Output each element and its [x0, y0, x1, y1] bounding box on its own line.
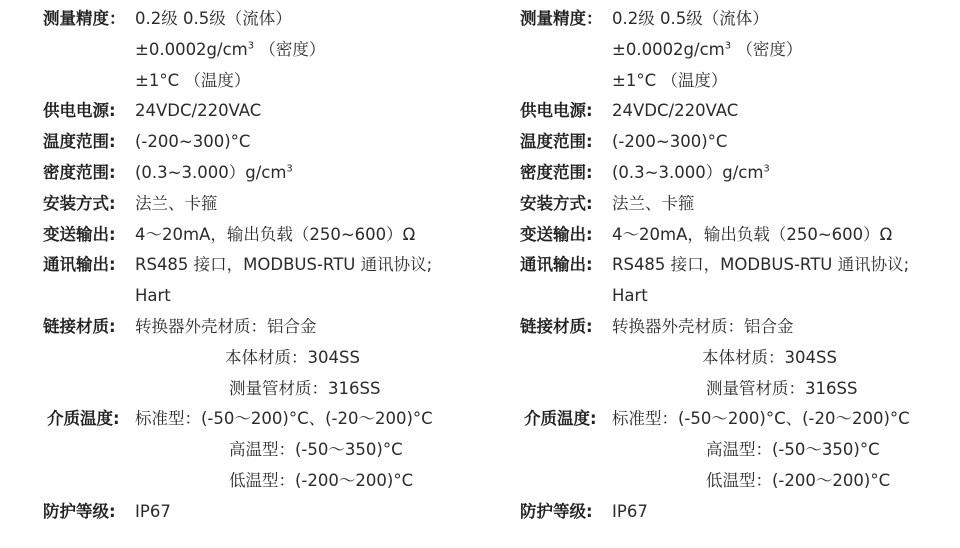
spec-row-precision-density — [520, 35, 960, 66]
spec-value-text: （密度） — [254, 39, 326, 59]
spec-label: 介质温度: — [524, 409, 597, 429]
spec-value: ±1°C （温度） — [612, 70, 728, 90]
spec-value: 测量管材质：316SS — [229, 378, 381, 398]
spec-value: RS485 接口，MODBUS-RTU 通讯协议; — [612, 255, 910, 275]
spec-row-power — [43, 96, 513, 127]
spec-label: 温度范围: — [43, 132, 116, 152]
spec-label: 链接材质: — [520, 316, 593, 336]
spec-value: 4～20mA，输出负载（250~600）Ω — [135, 224, 416, 244]
spec-row-power — [520, 96, 960, 127]
spec-row-density-range — [43, 158, 513, 189]
spec-row-transmit — [43, 220, 513, 251]
spec-value: 高温型：(-50～350)°C — [229, 440, 403, 460]
spec-row-temp-range — [520, 127, 960, 158]
spec-value: Hart — [612, 286, 648, 306]
superscript: 3 — [286, 163, 293, 175]
spec-row-medium-temp-2 — [43, 435, 513, 466]
spec-label: 介质温度: — [47, 409, 120, 429]
spec-row-material-3 — [520, 374, 960, 405]
spec-value: 法兰、卡箍 — [135, 193, 218, 213]
spec-value — [612, 158, 770, 189]
spec-value: (-200~300)°C — [135, 132, 251, 152]
superscript: 3 — [724, 40, 732, 52]
spec-row-medium-temp-2 — [520, 435, 960, 466]
spec-value: 法兰、卡箍 — [612, 193, 695, 213]
spec-label: 测量精度： — [520, 9, 603, 28]
spec-value: Hart — [135, 286, 171, 306]
spec-label: 链接材质: — [43, 316, 116, 336]
spec-row-install — [43, 189, 513, 220]
spec-row-material-2 — [43, 343, 513, 374]
spec-label: 密度范围: — [43, 162, 116, 182]
spec-label: 变送输出: — [520, 224, 593, 244]
spec-value: 转换器外壳材质：铝合金 — [135, 316, 317, 336]
spec-row-precision — [43, 4, 513, 35]
spec-row-precision-temp — [43, 66, 513, 97]
spec-value: 0.2级 0.5级（流体） — [612, 9, 769, 28]
spec-row-comm-2 — [43, 281, 513, 312]
spec-label: 通讯输出: — [43, 255, 116, 275]
spec-value-text: ±0.0002g/cm — [135, 39, 248, 59]
spec-value: 测量管材质：316SS — [706, 378, 858, 398]
spec-row-comm — [520, 250, 960, 281]
spec-value: 本体材质：304SS — [702, 347, 837, 367]
spec-value — [612, 35, 802, 66]
spec-value-text: ±0.0002g/cm — [612, 39, 725, 59]
spec-row-precision-density — [43, 35, 513, 66]
spec-label: 供电电源: — [520, 101, 593, 121]
spec-column-left — [43, 4, 513, 528]
spec-label: 变送输出: — [43, 224, 116, 244]
spec-label: 供电电源: — [43, 101, 116, 121]
spec-row-medium-temp — [43, 404, 513, 435]
spec-row-density-range — [520, 158, 960, 189]
spec-value: 标准型：(-50～200)°C、(-20～200)°C — [135, 409, 433, 429]
spec-value — [135, 35, 325, 66]
superscript: 3 — [763, 163, 770, 175]
spec-row-precision — [520, 4, 960, 35]
spec-value: 转换器外壳材质：铝合金 — [612, 316, 794, 336]
spec-value — [135, 158, 293, 189]
spec-value: ±1°C （温度） — [135, 70, 251, 90]
spec-label: 通讯输出: — [520, 255, 593, 275]
superscript: 3 — [247, 40, 255, 52]
spec-value: 低温型：(-200～200)°C — [229, 470, 414, 490]
spec-value: 低温型：(-200～200)°C — [706, 470, 891, 490]
spec-value-text: （密度） — [731, 39, 803, 59]
spec-row-comm — [43, 250, 513, 281]
spec-row-medium-temp — [520, 404, 960, 435]
spec-row-protection — [520, 497, 960, 528]
spec-row-precision-temp — [520, 66, 960, 97]
spec-value: 本体材质：304SS — [225, 347, 360, 367]
spec-row-comm-2 — [520, 281, 960, 312]
spec-value: IP67 — [612, 501, 648, 521]
spec-row-material-2 — [520, 343, 960, 374]
spec-value: 24VDC/220VAC — [612, 101, 739, 121]
spec-row-material-3 — [43, 374, 513, 405]
spec-row-protection — [43, 497, 513, 528]
spec-value-text: (0.3~3.000）g/cm — [135, 162, 287, 182]
spec-label: 密度范围: — [520, 162, 593, 182]
spec-label: 防护等级: — [43, 501, 116, 521]
spec-label: 安装方式: — [520, 193, 593, 213]
spec-value: RS485 接口，MODBUS-RTU 通讯协议; — [135, 255, 433, 275]
spec-value: 标准型：(-50～200)°C、(-20～200)°C — [612, 409, 910, 429]
spec-column-right — [520, 4, 960, 528]
spec-value: 0.2级 0.5级（流体） — [135, 9, 292, 28]
spec-value-text: (0.3~3.000）g/cm — [612, 162, 764, 182]
spec-label: 防护等级: — [520, 501, 593, 521]
spec-value: 24VDC/220VAC — [135, 101, 262, 121]
spec-label: 温度范围: — [520, 132, 593, 152]
spec-row-transmit — [520, 220, 960, 251]
spec-value: (-200~300)°C — [612, 132, 728, 152]
spec-row-medium-temp-3 — [43, 466, 513, 497]
spec-value: 4～20mA，输出负载（250~600）Ω — [612, 224, 893, 244]
spec-row-medium-temp-3 — [520, 466, 960, 497]
spec-value: IP67 — [135, 501, 171, 521]
spec-row-install — [520, 189, 960, 220]
spec-value: 高温型：(-50～350)°C — [706, 440, 880, 460]
spec-row-material — [520, 312, 960, 343]
spec-row-temp-range — [43, 127, 513, 158]
spec-label: 测量精度： — [43, 9, 126, 28]
spec-row-material — [43, 312, 513, 343]
spec-label: 安装方式: — [43, 193, 116, 213]
